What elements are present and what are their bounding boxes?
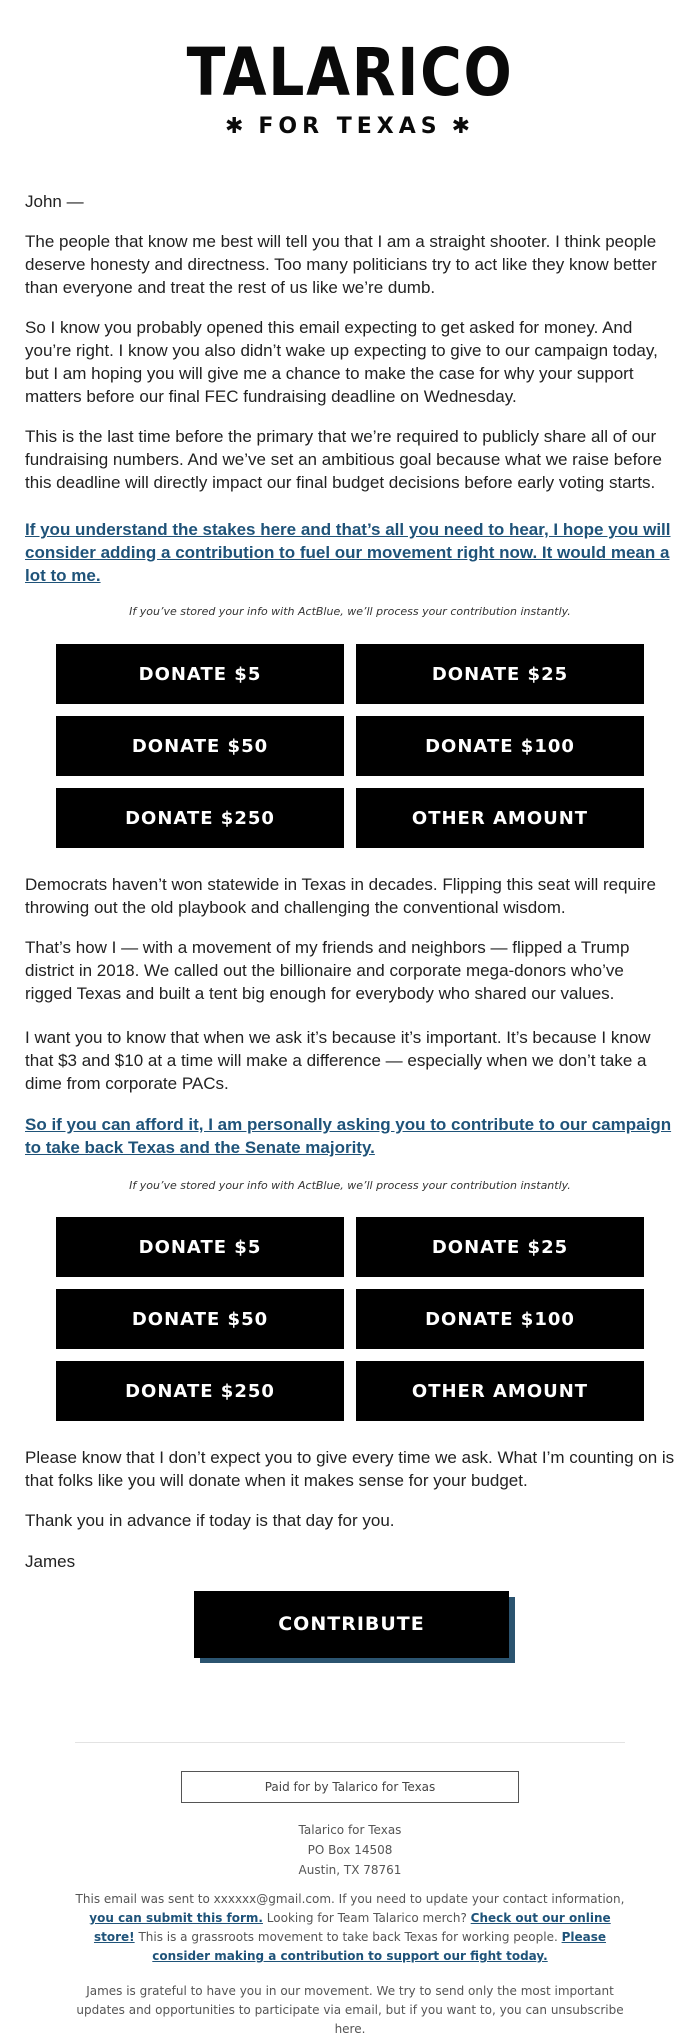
donate-50-button[interactable]: DONATE $50 [56,1289,344,1349]
other-amount-button[interactable]: OTHER AMOUNT [356,1361,644,1421]
donate-appeal-link[interactable]: So if you can afford it, I am personally asking you to contribute to our campaign to take back Texas and the Senate majority. [25,1115,672,1157]
mailing-address [0,1820,700,1880]
logo-tagline-text: FOR TEXAS [258,114,442,139]
paragraph: So I know you probably opened this email expecting to get asked for money. And you’re right. I know you also didn’t wake up expecting to give to our campaign today, but I am hoping you will give me a chance to make the case for why your support matters before our final FEC fundraising deadline on Wednesday. [25,318,658,406]
donate-100-button[interactable]: DONATE $100 [356,1289,644,1349]
legal-text: Looking for Team Talarico merch? [262,1911,471,1925]
donate-5-button[interactable]: DONATE $5 [56,1217,344,1277]
legal-text: This email was sent to xxxxxx@gmail.com. If you need to update your contact information, [75,1892,625,1906]
address-line: Talarico for Texas [298,1823,402,1837]
paid-for-disclaimer: Paid for by Talarico for Texas [181,1771,519,1803]
donate-appeal-link[interactable]: If you understand the stakes here and that’s all you need to hear, I hope you will consider adding a contribution to fuel our movement right now. It would mean a lot to me. [25,520,671,585]
donate-250-button[interactable]: DONATE $250 [56,788,344,848]
logo-tagline [0,114,700,139]
greeting: John — [25,192,84,211]
donate-25-button[interactable]: DONATE $25 [356,1217,644,1277]
donate-250-button[interactable]: DONATE $250 [56,1361,344,1421]
address-line: Austin, TX 78761 [298,1863,402,1877]
paragraph: This is the last time before the primary that we’re required to publicly share all of our fundraising numbers. And we’ve set an ambitious goal because what we raise before this deadline will directly impact our final budget decisions before early voting starts. [25,427,662,492]
footer-divider [75,1742,625,1743]
actblue-note: If you’ve stored your info with ActBlue, we’ll process your contribution instantly. [129,1179,571,1192]
donate-5-button[interactable]: DONATE $5 [56,644,344,704]
footer-legal-text [75,1890,625,1966]
campaign-logo [0,34,700,139]
online-store-link[interactable]: Check out our online store! [93,1911,611,1944]
donate-50-button[interactable]: DONATE $50 [56,716,344,776]
paragraph: Please know that I don’t expect you to give every time we ask. What I’m counting on is that folks like you will donate when it makes sense for your budget. [25,1448,675,1490]
donate-25-button[interactable]: DONATE $25 [356,644,644,704]
unsubscribe-text[interactable]: James is grateful to have you in our movement. We try to send only the most important updates and opportunities to participate via email, but if you want to, you can unsubscribe here. [76,1984,624,2036]
paragraph: That’s how I — with a movement of my friends and neighbors — flipped a Trump district in 2018. We called out the billionaire and corporate mega-donors who’ve rigged Texas and built a tent big enough for everybody who shared our values. [25,938,630,1003]
update-contact-link[interactable]: you can submit this form. [89,1911,263,1925]
legal-text: This is a grassroots movement to take back Texas for working people. [134,1930,562,1944]
donate-100-button[interactable]: DONATE $100 [356,716,644,776]
signature: James [25,1552,76,1571]
paragraph: Democrats haven’t won statewide in Texas in decades. Flipping this seat will require throwing out the old playbook and challenging the conventional wisdom. [25,875,656,917]
star-icon: ✱ [451,114,476,139]
contribution-link[interactable]: Please consider making a contribution to support our fight today. [152,1930,607,1963]
address-line: PO Box 14508 [307,1843,393,1857]
contribute-button[interactable]: CONTRIBUTE [194,1591,509,1657]
paragraph: Thank you in advance if today is that day for you. [25,1511,395,1530]
logo-wordmark: TALARICO [186,34,514,111]
paragraph: The people that know me best will tell you that I am a straight shooter. I think people deserve honesty and directness. Too many politicians try to act like they know better than everyone and treat the rest of us like we’re dumb. [25,232,657,297]
star-icon: ✱ [224,114,249,139]
actblue-note: If you’ve stored your info with ActBlue, we’ll process your contribution instantly. [129,605,571,618]
other-amount-button[interactable]: OTHER AMOUNT [356,788,644,848]
paragraph: I want you to know that when we ask it’s because it’s important. It’s because I know that $3 and $10 at a time will make a difference — especially when we don’t take a dime from corporate PACs. [25,1028,651,1093]
